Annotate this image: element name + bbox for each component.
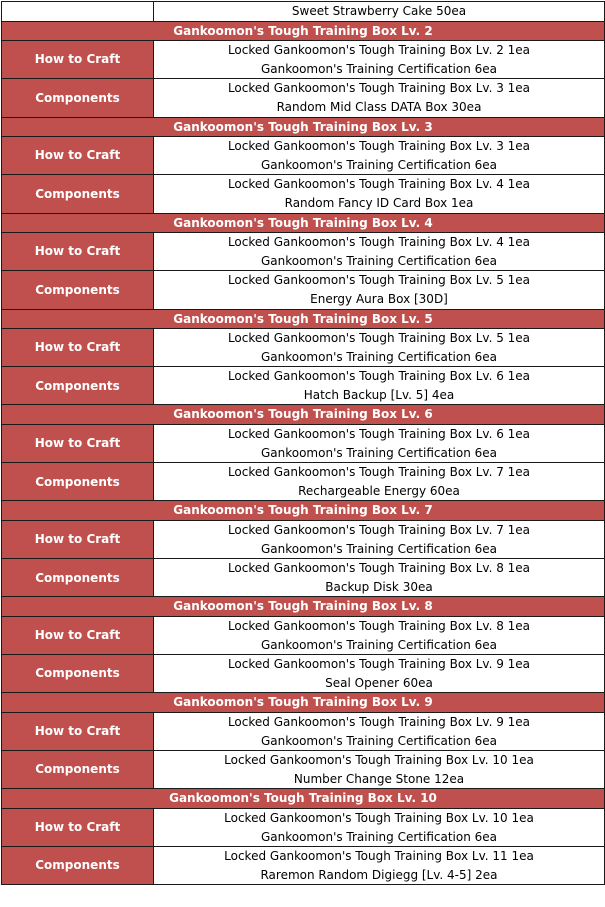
top-row-value: Sweet Strawberry Cake 50ea: [154, 2, 605, 22]
how-to-craft-label: How to Craft: [2, 617, 154, 655]
item-line: Locked Gankoomon's Tough Training Box Lv. 4 1ea: [227, 177, 531, 192]
components-items: [154, 175, 605, 213]
section-title: Gankoomon's Tough Training Box Lv. 4: [2, 213, 605, 233]
how-to-craft-items: [154, 712, 605, 750]
components-label: Components: [2, 559, 154, 597]
item-line: Locked Gankoomon's Tough Training Box Lv. 5 1ea: [227, 273, 531, 288]
item-line: Locked Gankoomon's Tough Training Box Lv. 8 1ea: [227, 619, 531, 633]
item-line: Locked Gankoomon's Tough Training Box Lv. 7 1ea: [227, 523, 531, 538]
section-header-row: [2, 213, 605, 233]
item-line: Locked Gankoomon's Tough Training Box Lv. 2 1ea: [227, 43, 531, 58]
item-line: Gankoomon's Training Certification 6ea: [260, 349, 498, 364]
item-line: Gankoomon's Training Certification 6ea: [260, 829, 498, 844]
how-to-craft-row: [2, 808, 605, 846]
section-header-row: [2, 597, 605, 617]
section-title: Gankoomon's Tough Training Box Lv. 7: [2, 501, 605, 521]
how-to-craft-row: [2, 425, 605, 463]
components-row: [2, 463, 605, 501]
table-body: [2, 2, 605, 885]
components-label: Components: [2, 367, 154, 405]
table-row: [2, 2, 605, 22]
how-to-craft-items: [154, 137, 605, 175]
item-line: Rechargeable Energy 60ea: [298, 483, 460, 498]
item-line: Locked Gankoomon's Tough Training Box Lv. 5 1ea: [227, 331, 531, 346]
item-line: Gankoomon's Training Certification 6ea: [260, 733, 498, 748]
components-row: [2, 751, 605, 789]
how-to-craft-row: [2, 233, 605, 271]
item-line: Locked Gankoomon's Tough Training Box Lv. 9 1ea: [227, 657, 531, 672]
section-header-row: [2, 789, 605, 809]
how-to-craft-label: How to Craft: [2, 329, 154, 367]
components-label: Components: [2, 751, 154, 789]
how-to-craft-label: How to Craft: [2, 425, 154, 463]
item-line: Number Change Stone 12ea: [293, 771, 465, 786]
components-row: [2, 655, 605, 693]
section-title: Gankoomon's Tough Training Box Lv. 2: [2, 21, 605, 41]
how-to-craft-row: [2, 521, 605, 559]
components-label: Components: [2, 463, 154, 501]
section-title: Gankoomon's Tough Training Box Lv. 5: [2, 309, 605, 329]
components-row: [2, 367, 605, 405]
components-items: [154, 463, 605, 501]
section-header-row: [2, 501, 605, 521]
how-to-craft-label: How to Craft: [2, 41, 154, 79]
how-to-craft-items: [154, 521, 605, 559]
components-items: [154, 847, 605, 885]
section-header-row: [2, 405, 605, 425]
how-to-craft-items: [154, 329, 605, 367]
crafting-recipe-table: [1, 1, 605, 885]
item-line: Backup Disk 30ea: [325, 579, 433, 594]
item-line: Random Mid Class DATA Box 30ea: [276, 99, 482, 114]
how-to-craft-row: [2, 329, 605, 367]
item-line: Locked Gankoomon's Tough Training Box Lv. 8 1ea: [227, 561, 531, 576]
item-line: Raremon Random Digiegg [Lv. 4-5] 2ea: [260, 867, 498, 882]
item-line: Gankoomon's Training Certification 6ea: [260, 445, 498, 460]
components-row: [2, 271, 605, 309]
how-to-craft-label: How to Craft: [2, 712, 154, 750]
section-title: Gankoomon's Tough Training Box Lv. 8: [2, 597, 605, 617]
item-line: Locked Gankoomon's Tough Training Box Lv. 10 1ea: [224, 753, 534, 768]
item-line: Gankoomon's Training Certification 6ea: [260, 541, 498, 556]
item-line: Gankoomon's Training Certification 6ea: [260, 61, 498, 76]
how-to-craft-label: How to Craft: [2, 521, 154, 559]
section-title: Gankoomon's Tough Training Box Lv. 6: [2, 405, 605, 425]
components-items: [154, 559, 605, 597]
components-items: [154, 751, 605, 789]
item-line: Locked Gankoomon's Tough Training Box Lv. 7 1ea: [227, 465, 531, 480]
how-to-craft-row: [2, 41, 605, 79]
components-label: Components: [2, 271, 154, 309]
item-line: Gankoomon's Training Certification 6ea: [260, 637, 498, 652]
item-line: Gankoomon's Training Certification 6ea: [260, 253, 498, 268]
how-to-craft-label: How to Craft: [2, 233, 154, 271]
item-line: Locked Gankoomon's Tough Training Box Lv. 9 1ea: [227, 714, 531, 729]
how-to-craft-row: [2, 617, 605, 655]
item-line: Locked Gankoomon's Tough Training Box Lv. 4 1ea: [227, 235, 531, 250]
item-line: Locked Gankoomon's Tough Training Box Lv. 6 1ea: [227, 427, 531, 442]
components-row: [2, 559, 605, 597]
how-to-craft-items: [154, 233, 605, 271]
components-items: [154, 655, 605, 693]
item-line: Locked Gankoomon's Tough Training Box Lv. 11 1ea: [224, 849, 534, 864]
item-line: Locked Gankoomon's Tough Training Box Lv. 3 1ea: [227, 81, 531, 96]
how-to-craft-label: How to Craft: [2, 808, 154, 846]
components-row: [2, 847, 605, 885]
components-label: Components: [2, 175, 154, 213]
how-to-craft-items: [154, 41, 605, 79]
section-header-row: [2, 309, 605, 329]
how-to-craft-items: [154, 808, 605, 846]
item-line: Gankoomon's Training Certification 6ea: [260, 157, 498, 172]
components-label: Components: [2, 847, 154, 885]
section-header-row: [2, 117, 605, 137]
blank-cell: [2, 2, 154, 22]
how-to-craft-row: [2, 712, 605, 750]
section-title: Gankoomon's Tough Training Box Lv. 9: [2, 693, 605, 713]
item-line: Locked Gankoomon's Tough Training Box Lv. 6 1ea: [227, 369, 531, 384]
section-title: Gankoomon's Tough Training Box Lv. 3: [2, 117, 605, 137]
components-row: [2, 175, 605, 213]
item-line: Seal Opener 60ea: [325, 675, 433, 690]
item-line: Energy Aura Box [30D]: [310, 291, 448, 306]
section-header-row: [2, 21, 605, 41]
how-to-craft-label: How to Craft: [2, 137, 154, 175]
components-items: [154, 367, 605, 405]
components-label: Components: [2, 655, 154, 693]
components-items: [154, 79, 605, 117]
section-title: Gankoomon's Tough Training Box Lv. 10: [2, 789, 605, 809]
components-row: [2, 79, 605, 117]
how-to-craft-row: [2, 137, 605, 175]
how-to-craft-items: [154, 617, 605, 655]
item-line: Hatch Backup [Lv. 5] 4ea: [303, 387, 455, 402]
item-line: Locked Gankoomon's Tough Training Box Lv. 10 1ea: [224, 810, 534, 825]
item-line: Locked Gankoomon's Tough Training Box Lv. 3 1ea: [227, 139, 531, 154]
section-header-row: [2, 693, 605, 713]
components-label: Components: [2, 79, 154, 117]
components-items: [154, 271, 605, 309]
item-line: Random Fancy ID Card Box 1ea: [284, 195, 474, 210]
how-to-craft-items: [154, 425, 605, 463]
